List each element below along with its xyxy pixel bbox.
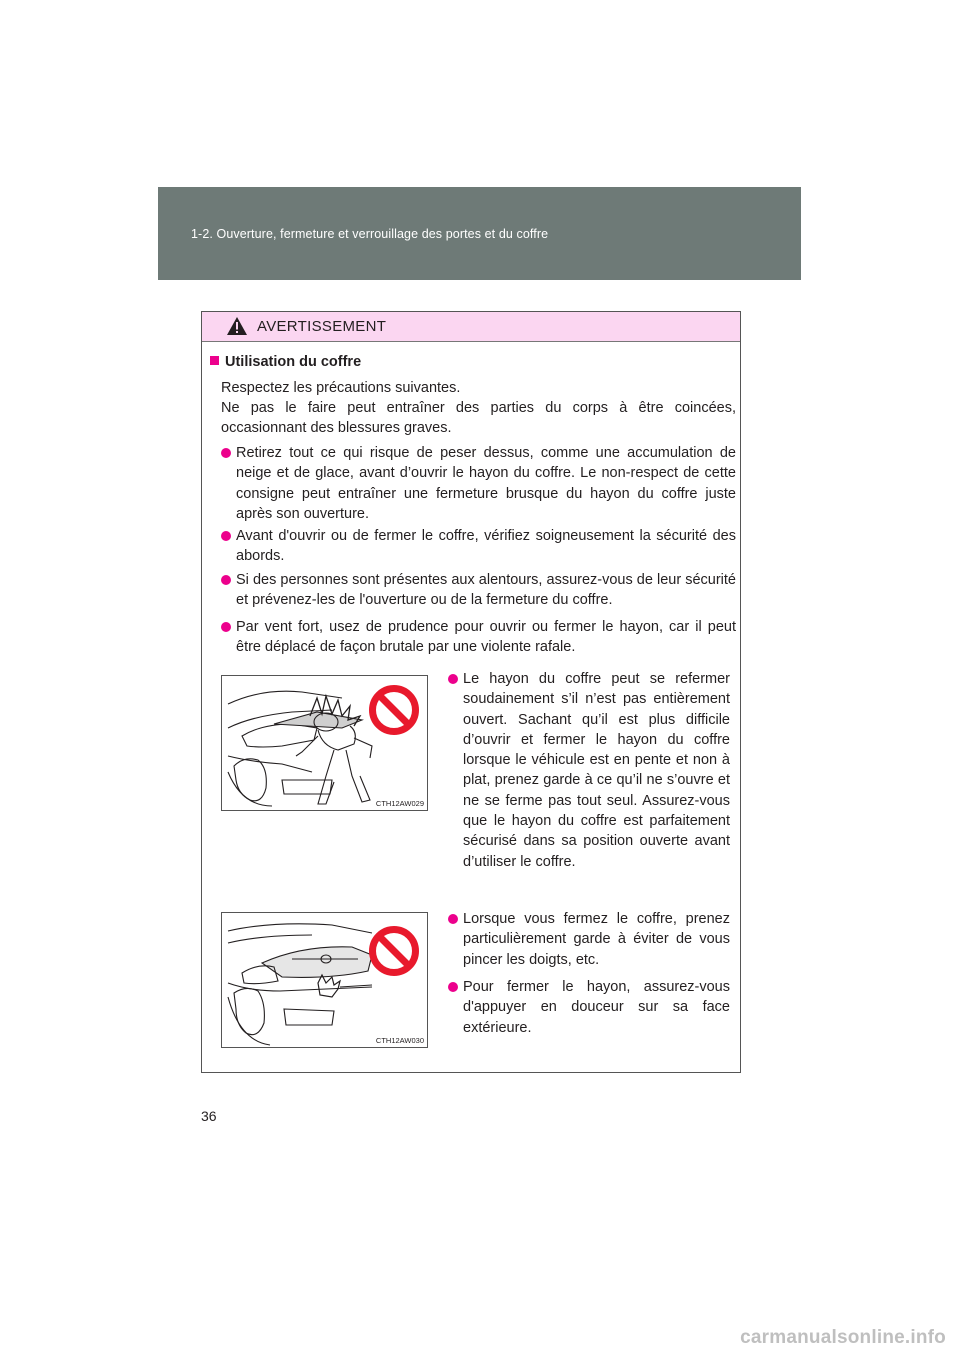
figure-code: CTH12AW030 xyxy=(375,1036,424,1045)
section-heading xyxy=(210,354,361,370)
warning-box xyxy=(201,311,741,1073)
warning-triangle-icon xyxy=(226,316,248,336)
trunk-lid-illustration xyxy=(221,675,428,811)
trunk-closing-illustration xyxy=(221,912,428,1048)
bullet-item xyxy=(448,909,730,970)
bullet-dot-icon xyxy=(448,674,458,684)
section-title: 1-2. Ouverture, fermeture et verrouillage des portes et du coffre xyxy=(191,227,549,241)
bullet-dot-icon xyxy=(221,622,231,632)
square-bullet-icon xyxy=(210,356,219,365)
bullet-text: Pour fermer le hayon, assurez-vous d'appuyer en douceur sur sa face extérieure. xyxy=(463,979,730,1036)
watermark: carmanualsonline.info xyxy=(740,1327,946,1348)
bullet-item xyxy=(448,977,730,1038)
bullet-text: Retirez tout ce qui risque de peser dessus, comme une accumulation de neige et de glace, avant d’ouvrir le hayon du coffre. Le non-respect de cette consigne peut entraîner une fermeture brusque du hayon du coffre juste après son ouverture. xyxy=(236,445,736,522)
bullet-dot-icon xyxy=(221,531,231,541)
intro-line-2: Ne pas le faire peut entraîner des parties du corps à être coincées, occasionnant des blessures graves. xyxy=(221,400,736,437)
bullet-item xyxy=(221,443,736,524)
bullet-item xyxy=(221,617,736,658)
bullet-text: Si des personnes sont présentes aux alentours, assurez-vous de leur sécurité et prévenez-les de l'ouverture ou de la fermeture du coffre. xyxy=(236,572,736,609)
figure-code: CTH12AW029 xyxy=(375,799,424,808)
bullet-text: Avant d'ouvrir ou de fermer le coffre, vérifiez soigneusement la sécurité des abords. xyxy=(236,528,736,565)
bullet-item xyxy=(221,570,736,611)
prohibition-icon xyxy=(368,925,420,977)
bullet-item xyxy=(221,526,736,567)
intro-line-1: Respectez les précautions suivantes. xyxy=(221,380,461,396)
bullet-dot-icon xyxy=(448,914,458,924)
page-number: 36 xyxy=(201,1108,217,1124)
bullet-item xyxy=(448,669,730,872)
section-heading-text: Utilisation du coffre xyxy=(225,354,362,370)
bullet-text: Le hayon du coffre peut se refermer soudainement s’il n’est pas entièrement ouvert. Sachant qu’il est plus difficile d’ouvrir et fermer le hayon du coffre lorsque le véhicule est en pente et non à plat, prenez garde à ce qu’il ne s’ouvre et ne se ferme pas tout seul. Assurez-vous que le hayon du coffre est parfaitement sécurisé dans sa position ouverte avant d’utiliser le coffre. xyxy=(463,671,730,870)
bullet-text: Par vent fort, usez de prudence pour ouvrir ou fermer le hayon, car il peut être déplacé de façon brutale par une violente rafale. xyxy=(236,619,736,656)
warning-title: AVERTISSEMENT xyxy=(257,318,387,335)
bullet-text: Lorsque vous fermez le coffre, prenez particulièrement garde à éviter de vous pincer les doigts, etc. xyxy=(463,911,730,968)
bullet-dot-icon xyxy=(221,448,231,458)
bullet-dot-icon xyxy=(221,575,231,585)
header-band xyxy=(158,187,801,280)
prohibition-icon xyxy=(368,684,420,736)
warning-header xyxy=(202,312,740,342)
bullet-dot-icon xyxy=(448,982,458,992)
